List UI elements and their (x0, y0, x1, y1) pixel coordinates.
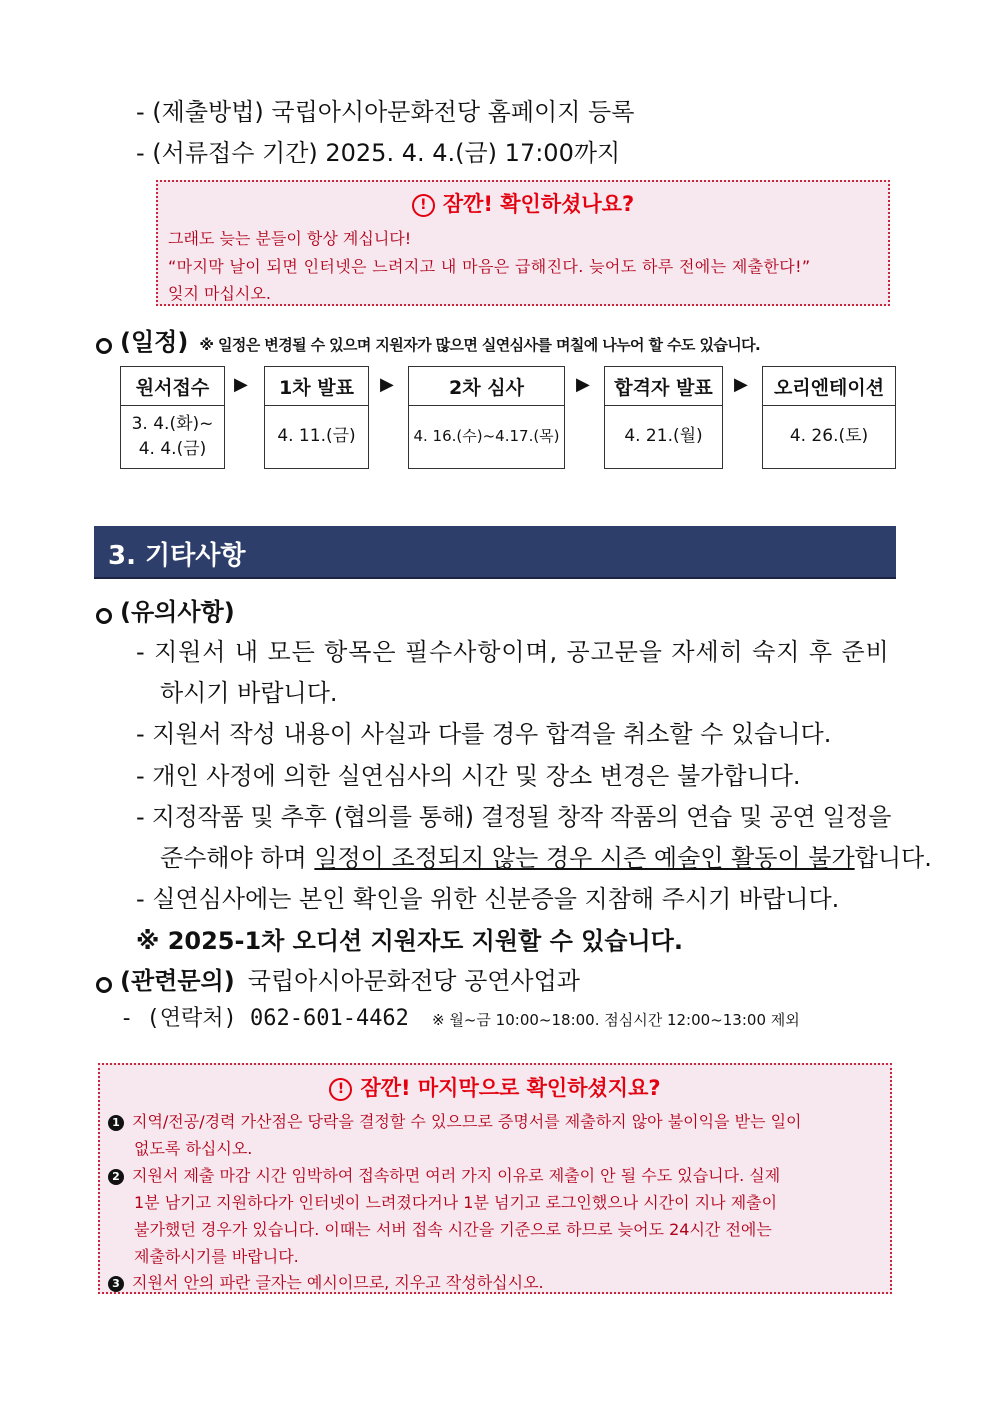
contact-org: 국립아시아문화전당 공연사업과 (247, 967, 580, 995)
notice-2-text: 1분 남기고 지원하다가 인터넷이 느려졌다거나 1분 넘기고 로그인했으나 시간이 지나 제출이 (134, 1193, 778, 1212)
schedule-step-title: 합격자 발표 (605, 367, 722, 406)
circle-bullet-icon (96, 338, 112, 354)
note-text: 준수해야 하며 (160, 844, 315, 872)
arrow-right-icon: ▶ (576, 374, 590, 395)
section-header (94, 526, 896, 579)
circle-bullet-icon (96, 977, 112, 993)
notice-2-text: 제출하시기를 바랍니다. (134, 1247, 299, 1266)
note-item (160, 838, 932, 873)
number-bullet-icon: 2 (108, 1169, 124, 1185)
arrow-right-icon: ▶ (380, 374, 394, 395)
notice-1-title: 잠깐! 확인하셨나요? (442, 192, 635, 216)
notice-2-text: 지원서 제출 마감 시간 임박하여 접속하면 여러 가지 이유로 제출이 안 될 수도 있습니다. 실제 (132, 1166, 781, 1185)
note-underlined-text: 일정이 조정되지 않는 경우 시즌 예술인 활동이 불가 (314, 844, 855, 872)
schedule-step (762, 366, 896, 469)
notice-2-item (108, 1109, 802, 1132)
note-item: 하시기 바랍니다. (160, 679, 338, 707)
schedule-step (408, 366, 565, 469)
contact-phone-row (120, 1001, 800, 1032)
schedule-step (264, 366, 369, 469)
submission-period-line: - (서류접수 기간) 2025. 4. 4.(금) 17:00까지 (136, 139, 621, 167)
schedule-heading: (일정) (120, 328, 189, 356)
note-item: - 지원서 내 모든 항목은 필수사항이며, 공고문을 자세히 숙지 후 준비 (136, 638, 890, 666)
notice-2-text: 없도록 하십시오. (134, 1139, 253, 1158)
schedule-step (120, 366, 225, 469)
notice-2-text: 지원서 안의 파란 글자는 예시이므로, 지우고 작성하십시오. (132, 1273, 544, 1292)
note-item: - 개인 사정에 의한 실연심사의 시간 및 장소 변경은 불가합니다. (136, 762, 801, 790)
schedule-step-date: 4. 11.(금) (277, 426, 356, 447)
notice-box-2 (98, 1063, 892, 1294)
schedule-step-title: 원서접수 (121, 367, 224, 406)
notice-2-text: 불가했던 경우가 있습니다. 이때는 서버 접속 시간을 기준으로 하므로 늦어도 24시간 전에는 (134, 1220, 772, 1239)
submission-method-line: - (제출방법) 국립아시아문화전당 홈페이지 등록 (136, 98, 635, 126)
schedule-step-title: 오리엔테이션 (763, 367, 895, 406)
notice-1-line: “마지막 날이 되면 인터넷은 느려지고 내 마음은 급해진다. 늦어도 하루 전에는 제출한다!” (168, 257, 811, 276)
arrow-right-icon: ▶ (734, 374, 748, 395)
contact-row (96, 961, 580, 996)
contact-hours: ※ 월~금 10:00~18:00. 점심시간 12:00~13:00 제외 (432, 1011, 800, 1029)
exclamation-circle-icon: ! (329, 1078, 352, 1101)
note-item: - 실연심사에는 본인 확인을 위한 신분증을 지참해 주시기 바랍니다. (136, 885, 840, 913)
contact-phone: - (연락처) 062-601-4462 (120, 1006, 409, 1031)
contact-heading: (관련문의) (120, 967, 235, 995)
schedule-step (604, 366, 723, 469)
note-item: - 지정작품 및 추후 (협의를 통해) 결정될 창작 작품의 연습 및 공연 일정을 (136, 803, 892, 831)
number-bullet-icon: 1 (108, 1115, 124, 1131)
note-item: - 지원서 작성 내용이 사실과 다를 경우 합격을 취소할 수 있습니다. (136, 720, 832, 748)
schedule-step-date: 4. 26.(토) (789, 426, 869, 447)
number-bullet-icon: 3 (108, 1276, 124, 1292)
notice-2-text: 지역/전공/경력 가산점은 당락을 결정할 수 있으므로 증명서를 제출하지 않아 불이익을 받는 일이 (132, 1112, 802, 1131)
schedule-heading-row (96, 322, 760, 357)
circle-bullet-icon (96, 608, 112, 624)
schedule-step-date: 4. 4.(금) (138, 438, 207, 459)
schedule-step-date: 4. 21.(월) (624, 426, 703, 447)
notes-heading-row (96, 592, 235, 627)
schedule-step-date: 3. 4.(화)~ (131, 413, 214, 434)
schedule-step-date: 4. 16.(수)~4.17.(목) (413, 426, 560, 445)
notice-box-1 (156, 180, 890, 306)
notice-2-item (108, 1270, 544, 1293)
exclamation-circle-icon: ! (412, 194, 435, 217)
arrow-right-icon: ▶ (234, 374, 248, 395)
note-emphasis: ※ 2025-1차 오디션 지원자도 지원할 수 있습니다. (136, 927, 683, 955)
schedule-step-title: 1차 발표 (265, 367, 368, 406)
section-title: 3. 기타사항 (108, 541, 246, 571)
schedule-step-title: 2차 심사 (409, 367, 564, 406)
notes-heading: (유의사항) (120, 598, 235, 626)
notice-1-line: 잊지 마십시오. (168, 284, 271, 303)
note-text: 합니다. (854, 844, 932, 872)
notice-1-line: 그래도 늦는 분들이 항상 계십니다! (168, 229, 412, 248)
notice-2-title: 잠깐! 마지막으로 확인하셨지요? (360, 1076, 661, 1100)
notice-2-item (108, 1163, 780, 1186)
schedule-note: ※ 일정은 변경될 수 있으며 지원자가 많으면 실연심사를 며칠에 나누어 할 수도 있습니다. (199, 336, 761, 354)
